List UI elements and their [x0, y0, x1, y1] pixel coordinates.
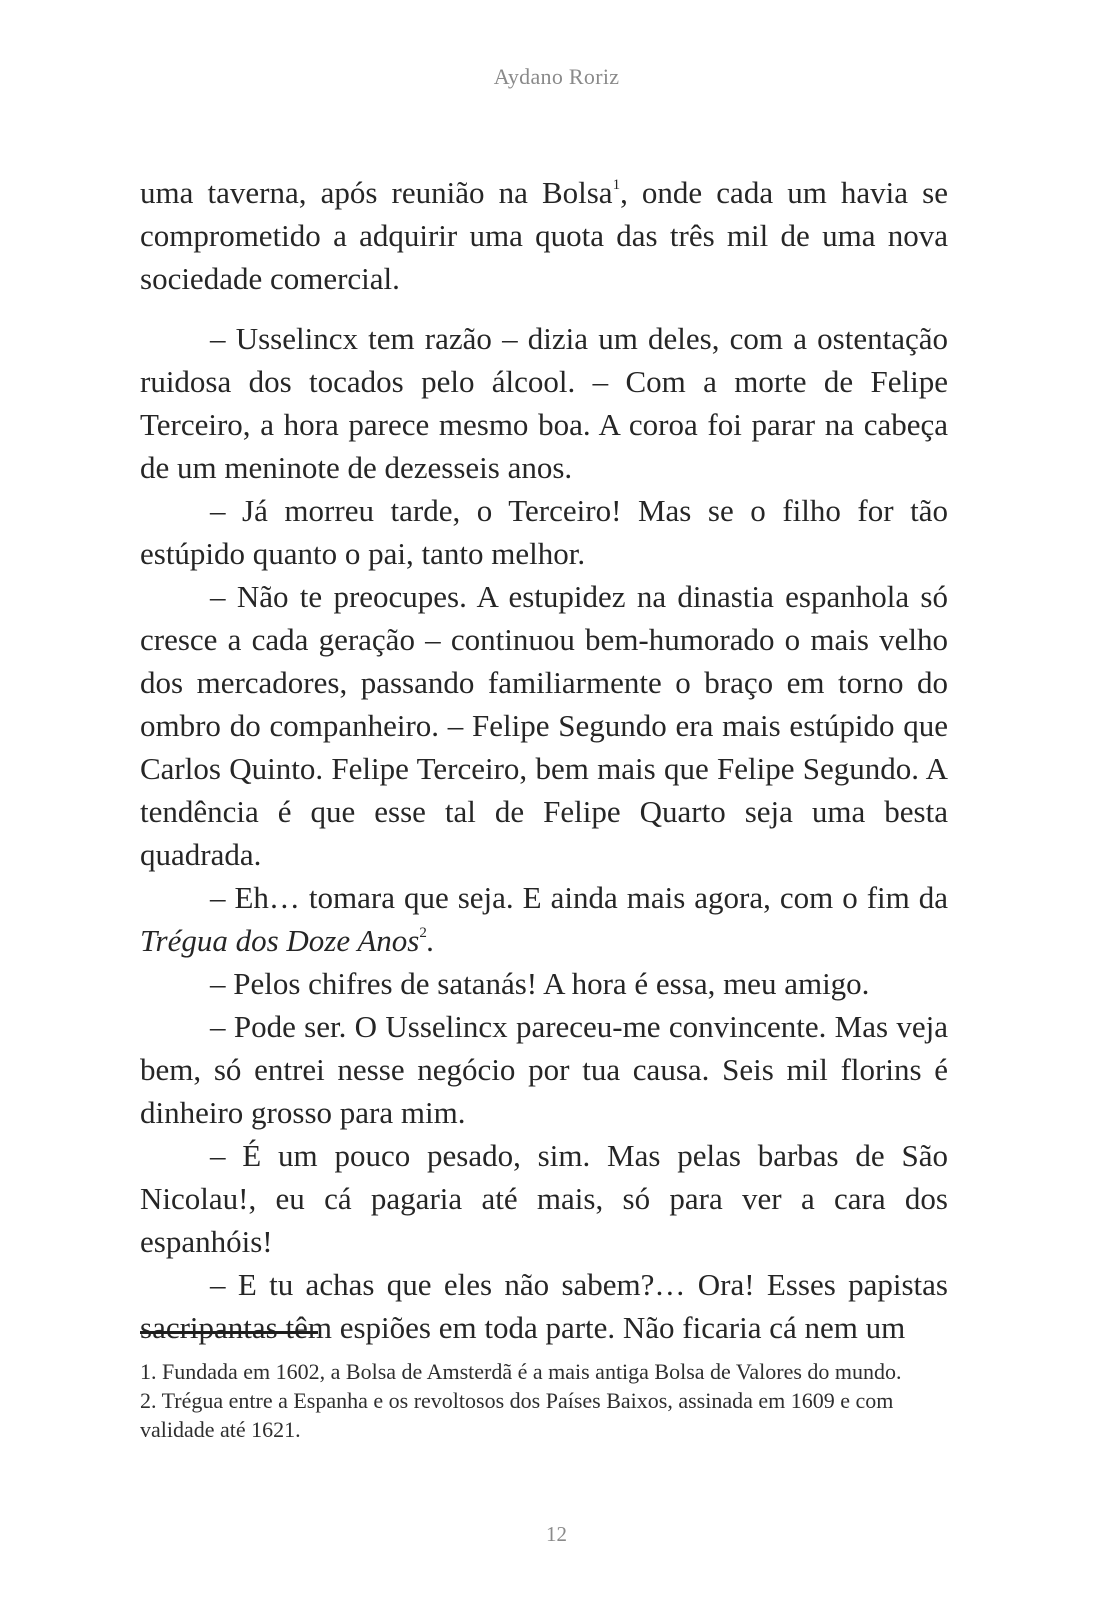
paragraph-1: uma taverna, após reunião na Bolsa$^1$, onde cada um havia se comprometido a adquirir uma quota das três mil de uma nova sociedade comercial. — [140, 175, 948, 296]
paragraph-2: – Usselincx tem razão – dizia um deles, com a ostentação ruidosa dos tocados pelo álcool. – Com a morte de Felipe Terceiro, a hora parece mesmo boa. A coroa foi parar na cabeça de um meninote de dezesseis anos. — [140, 321, 948, 485]
footnote-ref-1: 1 — [612, 177, 621, 193]
page-number: 12 — [546, 1522, 567, 1546]
paragraph-4: – Não te preocupes. A estupidez na dinastia espanhola só cresce a cada geração – continuou bem-humorado o mais velho dos mercadores, passando familiarmente o braço em torno do ombro do companheiro. – Felipe Segundo era mais estúpido que Carlos Quinto. Felipe Terceiro, bem mais que Felipe Segundo. A tendência é que esse tal de Felipe Quarto seja uma besta quadrada. — [140, 579, 948, 872]
paragraph-6: – Pelos chifres de satanás! A hora é essa, meu amigo. — [210, 966, 870, 1001]
paragraph-7: – Pode ser. O Usselincx pareceu-me convincente. Mas veja bem, só entrei nesse negócio por tua causa. Seis mil florins é dinheiro grosso para mim. — [140, 1009, 948, 1130]
italic-truce-title: Trégua dos Doze Anos — [140, 923, 420, 958]
paragraph-5: – Eh… tomara que seja. E ainda mais agora, com o fim da Trégua dos Doze Anos$^2$. — [140, 880, 948, 958]
footnote-1: 1. Fundada em 1602, a Bolsa de Amsterdã é a mais antiga Bolsa de Valores do mundo. — [140, 1359, 902, 1384]
paragraph-3: – Já morreu tarde, o Terceiro! Mas se o filho for tão estúpido quanto o pai, tanto melhor. — [140, 493, 948, 571]
footnote-2: 2. Trégua entre a Espanha e os revoltosos dos Países Baixos, assinada em 1609 e com validade até 1621. — [140, 1388, 894, 1442]
running-header-author: Aydano Roriz — [493, 64, 620, 89]
footnote-divider — [140, 1331, 318, 1334]
footnotes — [140, 1357, 948, 1444]
main-text — [140, 171, 948, 1349]
footnote-ref-2: 2 — [419, 925, 427, 941]
paragraph-8: – É um pouco pesado, sim. Mas pelas barbas de São Nicolau!, eu cá pagaria até mais, só para ver a cara dos espanhóis! — [140, 1138, 948, 1259]
paragraph-9: – E tu achas que eles não sabem?… Ora! Esses papistas sacripantas têm espiões em toda parte. Não ficaria cá nem um — [140, 1267, 948, 1345]
